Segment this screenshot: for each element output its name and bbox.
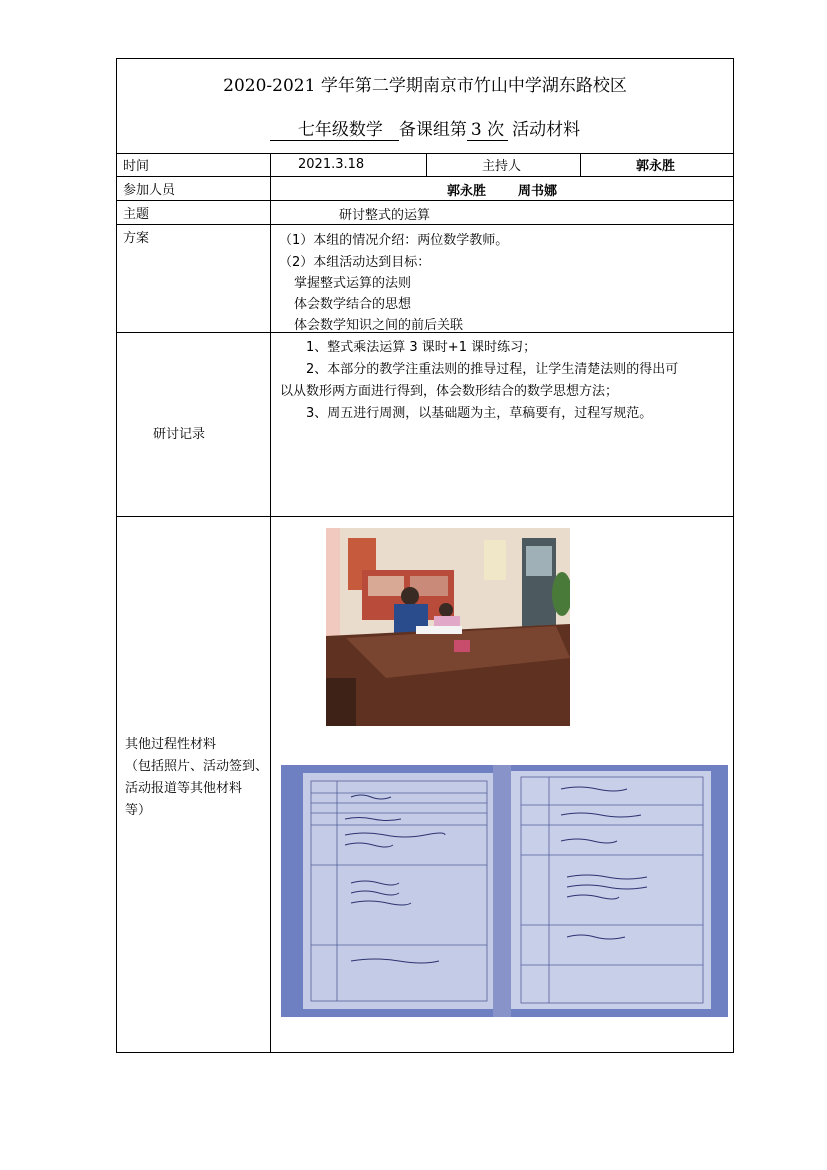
time-row (117, 153, 733, 177)
group-prefix: 备课组第 (398, 120, 467, 140)
participant-2: 周书娜 (518, 184, 558, 199)
activity-record-form (116, 58, 734, 1053)
form-header (117, 59, 733, 154)
time-label: 时间 (117, 153, 271, 176)
activity-title (117, 115, 733, 141)
plan-line-1: （1）本组的情况介绍：两位数学教师。 (279, 233, 509, 248)
record-line-2: 2、本部分的教学注重法则的推导过程，让学生清楚法则的得出可 (306, 362, 679, 377)
plan-line-2: （2）本组活动达到目标： (279, 255, 431, 270)
record-label-cell (117, 333, 271, 516)
plan-line-5: 体会数学知识之间的前后关联 (294, 318, 464, 333)
topic-row (117, 201, 733, 225)
other-label-1: 其他过程性材料 (125, 737, 217, 752)
activity-photo (326, 528, 570, 726)
school-title: 2020-2021 学年第二学期南京市竹山中学湖东路校区 (223, 76, 627, 96)
other-label-3: 活动报道等其他材料 (125, 781, 243, 796)
title-suffix: 活动材料 (512, 120, 581, 140)
plan-row (117, 225, 733, 333)
scanned-sign-in-sheet (281, 765, 728, 1017)
plan-line-3: 掌握整式运算的法则 (294, 276, 412, 291)
participants-label: 参加人员 (117, 177, 271, 200)
participants-row (117, 177, 733, 201)
divider (580, 153, 581, 176)
plan-line-4: 体会数学结合的思想 (294, 297, 412, 312)
host-value: 郭永胜 (636, 159, 676, 174)
other-label-cell (117, 517, 271, 1052)
record-line-1: 1、整式乘法运算 3 课时+1 课时练习； (306, 340, 537, 355)
activity-photo-drawing (326, 528, 570, 726)
plan-label: 方案 (117, 225, 271, 332)
scanned-sheet-drawing (281, 765, 728, 1017)
record-row (117, 333, 733, 517)
record-line-3: 以从数形两方面进行得到，体会数形结合的数学思想方法； (280, 384, 619, 399)
participant-1: 郭永胜 (447, 184, 487, 199)
other-label-2: （包括照片、活动签到、 (125, 759, 269, 774)
session-number: 3 次 (467, 120, 508, 141)
record-label: 研讨记录 (153, 427, 206, 442)
time-value: 2021.3.18 (298, 157, 365, 172)
topic-value: 研讨整式的运算 (339, 208, 431, 223)
host-label: 主持人 (482, 159, 522, 174)
other-label-4: 等） (125, 803, 152, 818)
topic-label: 主题 (117, 201, 271, 224)
record-line-4: 3、周五进行周测，以基础题为主，草稿要有，过程写规范。 (306, 406, 653, 421)
divider (426, 153, 427, 176)
subject-name: 七年级数学 (270, 120, 399, 141)
